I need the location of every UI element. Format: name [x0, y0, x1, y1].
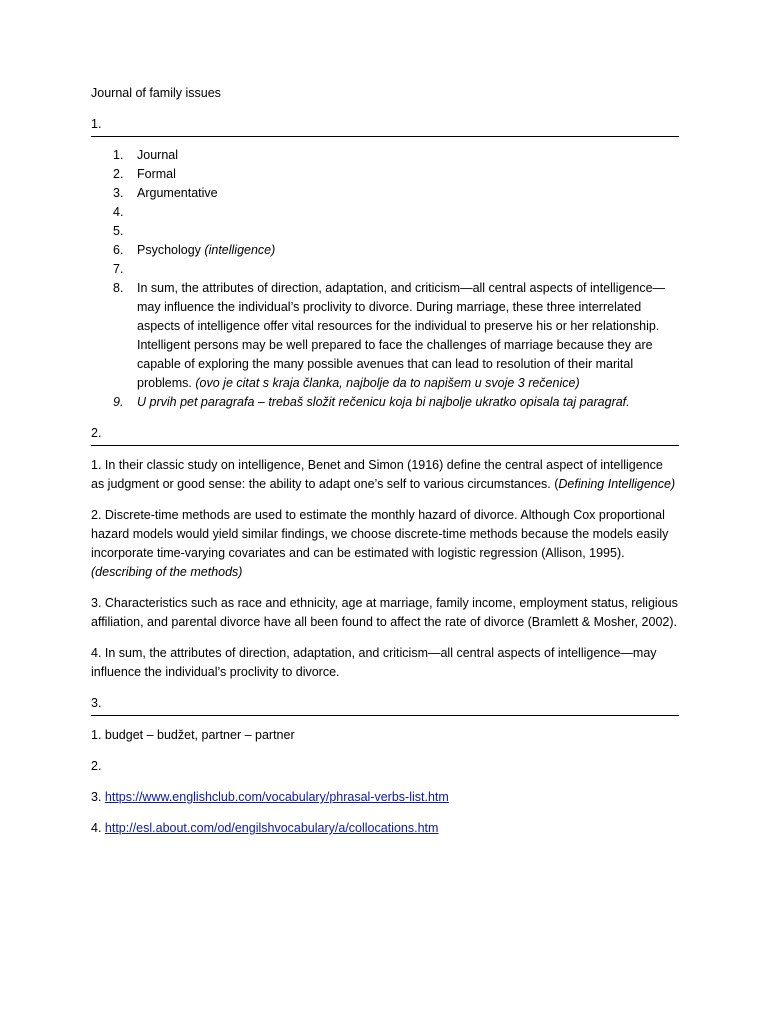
list-number: 1. [113, 148, 124, 162]
line-prefix: 3. [91, 790, 105, 804]
section-2-paragraph [91, 456, 679, 494]
paragraph-note: (describing of the methods) [91, 565, 243, 579]
section-1-heading: 1. [91, 117, 102, 131]
list-item [91, 165, 679, 184]
list-item-text: In sum, the attributes of direction, adaptation, and criticism—all central aspects of intelligence—may influence the individual’s proclivity to divorce. During marriage, these three interrelated aspects of intelligence offer vital resources for the individual to preserve his or her relationship. Intelligent persons may be well prepared to face the challenges of marriage because they are capable of exploring the many possible avenues that can lead to resolution of their marital problems. [137, 281, 666, 390]
list-item [91, 279, 679, 393]
list-number: 5. [113, 224, 124, 238]
section-3-line-1: 1. budget – budžet, partner – partner [91, 728, 295, 742]
esl-about-link[interactable]: http://esl.about.com/od/engilshvocabulary/a/collocations.htm [104, 821, 439, 835]
list-number: 9. [113, 395, 124, 409]
section-2-heading: 2. [91, 426, 102, 440]
list-item [91, 146, 679, 165]
list-item-text: Argumentative [137, 186, 218, 200]
list-item [91, 222, 679, 241]
list-item [91, 203, 679, 222]
paragraph-text: 4. In sum, the attributes of direction, adaptation, and criticism—all central aspects of intelligence—may influence the individual’s proclivity to divorce. [91, 646, 657, 679]
list-number: 3. [113, 186, 124, 200]
list-item [91, 260, 679, 279]
englishclub-link[interactable]: https://www.englishclub.com/vocabulary/phrasal-verbs-list.htm [104, 790, 449, 804]
paragraph-text: 1. In their classic study on intelligence, Benet and Simon (1916) define the central aspect of intelligence as judgment or good sense: the ability to adapt one’s self to various circumstances. ( [91, 458, 663, 491]
section-2-paragraph [91, 594, 679, 632]
section-3-divider [91, 715, 679, 716]
list-item-text: Formal [137, 167, 176, 181]
list-number: 2. [113, 167, 124, 181]
list-item-note: U prvih pet paragrafa – trebaš složit rečenicu koja bi najbolje ukratko opisala taj paragraf. [137, 395, 630, 409]
document-page [91, 84, 679, 838]
section-1-list [91, 146, 679, 412]
paragraph-text: 2. Discrete-time methods are used to estimate the monthly hazard of divorce. Although Cox proportional hazard models would yield similar findings, we choose discrete-time methods because the models easily incorporate time-varying covariates and can be estimated with logistic regression (Allison, 1995). [91, 508, 669, 560]
section-2-paragraph [91, 644, 679, 682]
list-item-note: (intelligence) [204, 243, 276, 257]
section-3-line-3 [91, 788, 679, 807]
list-item [91, 393, 679, 412]
line-prefix: 4. [91, 821, 105, 835]
list-item [91, 184, 679, 203]
list-item-text: Psychology [137, 243, 201, 257]
list-number: 6. [113, 243, 124, 257]
section-1-divider [91, 136, 679, 137]
section-2-divider [91, 445, 679, 446]
section-3-line-4 [91, 819, 679, 838]
list-number: 7. [113, 262, 124, 276]
section-2-paragraph [91, 506, 679, 582]
list-item-note: (ovo je citat s kraja članka, najbolje da to napišem u svoje 3 rečenice) [195, 376, 580, 390]
section-3-line-2: 2. [91, 759, 102, 773]
section-3-heading: 3. [91, 696, 102, 710]
list-item [91, 241, 679, 260]
list-number: 4. [113, 205, 124, 219]
paragraph-text: 3. Characteristics such as race and ethnicity, age at marriage, family income, employment status, religious affiliation, and parental divorce have all been found to affect the rate of divorce (Bramlett & Mosher, 2002). [91, 596, 678, 629]
list-item-text: Journal [137, 148, 178, 162]
list-number: 8. [113, 281, 124, 295]
paragraph-note: Defining Intelligence) [558, 477, 676, 491]
document-title: Journal of family issues [91, 86, 221, 100]
